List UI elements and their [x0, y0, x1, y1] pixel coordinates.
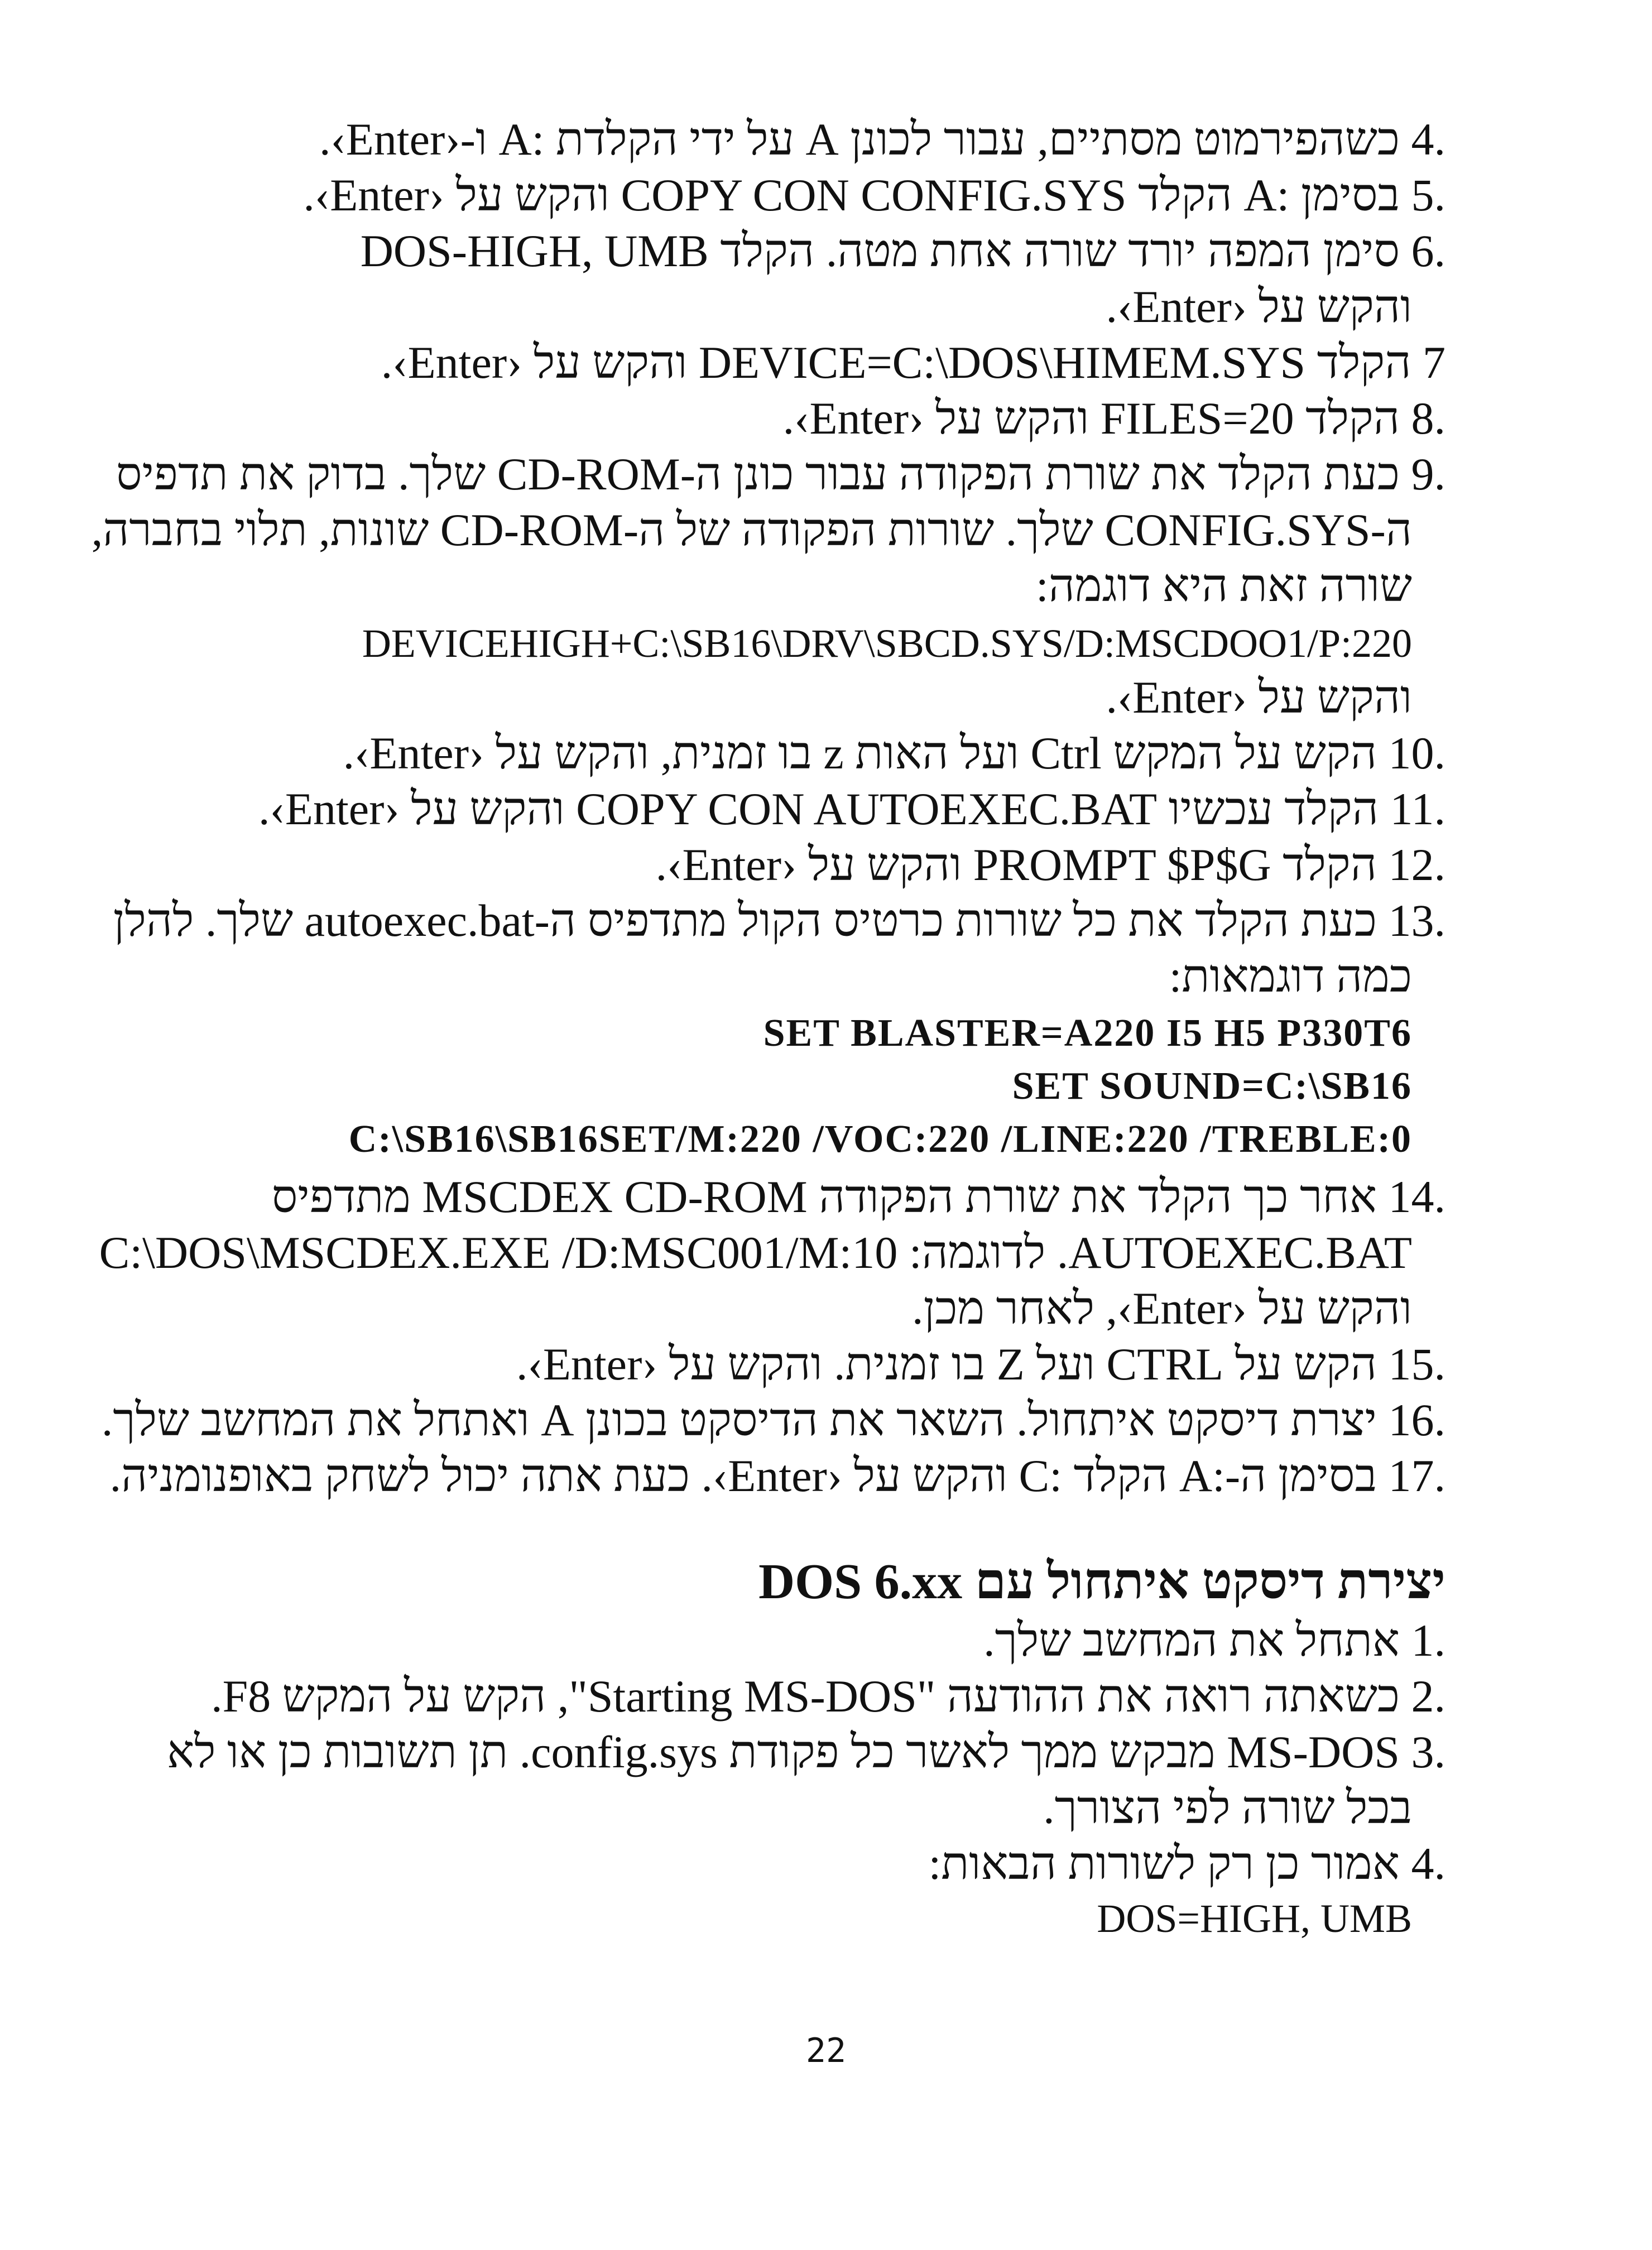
final-command-line: DOS=HIGH, UMB: [1097, 1896, 1412, 1941]
list-item-continuation: [1106, 670, 1412, 725]
list-item-continuation: [1169, 949, 1412, 1004]
list-item: [113, 893, 1446, 949]
list-item-continuation: [1043, 1780, 1412, 1836]
list-item: [211, 1669, 1446, 1724]
item-number: .1: [1411, 1615, 1446, 1666]
list-item-continuation: [912, 1281, 1412, 1336]
list-item: [361, 223, 1446, 279]
list-item: [319, 112, 1446, 167]
item-text: והקש על ‹Enter›.: [1106, 672, 1412, 723]
list-item-continuation: [99, 1225, 1412, 1281]
list-item-continuation: [92, 502, 1412, 558]
list-item: [928, 1836, 1446, 1892]
item-number: .2: [1411, 1671, 1446, 1722]
list-item-continuation: [1106, 279, 1412, 335]
item-text: סימן המפה יורד שורה אחת מטה. הקלד DOS-HIGH, UMB: [360, 225, 1400, 276]
item-number: .10: [1388, 728, 1446, 778]
item-text: יצרת דיסקט איתחול. השאר את הדיסקט בכונן A ואתחל את המחשב שלך.: [101, 1395, 1377, 1445]
item-text: אמור כן רק לשורות הבאות:: [928, 1838, 1400, 1889]
section-heading: יצירת דיסקט איתחול עם DOS 6.xx: [758, 1554, 1446, 1609]
item-number: .11: [1390, 783, 1446, 834]
item-number: .5: [1411, 170, 1446, 220]
code-line: C:\SB16\SB16SET/M:220 /VOC:220 /LINE:220 /TREBLE:0: [348, 1118, 1412, 1161]
item-text: והקש על ‹Enter›, לאחר מכן.: [912, 1283, 1412, 1334]
item-number: .15: [1388, 1339, 1446, 1390]
item-text: אחר כך הקלד את שורת הפקודה MSCDEX CD-ROM מתדפיס: [271, 1171, 1377, 1222]
item-text: הקלד FILES=20 והקש על ‹Enter›.: [782, 393, 1400, 444]
list-item: [983, 1613, 1446, 1669]
item-number: .3: [1411, 1727, 1446, 1777]
item-number: .6: [1411, 225, 1446, 276]
list-item: [343, 725, 1446, 781]
item-text: כעת הקלד את כל שורות כרטיס הקול מתדפיס ה-autoexec.bat שלך. להלן: [113, 895, 1377, 946]
device-command-line: DEVICEHIGH+C:\SB16\DRV\SBCD.SYS/D:MSCDOO1/P:220: [362, 621, 1412, 666]
code-line: SET BLASTER=A220 I5 H5 P330T6: [763, 1012, 1412, 1055]
item-number: 7: [1423, 337, 1446, 388]
item-text: הקלד DEVICE=C:\DOS\HIMEM.SYS והקש על ‹Enter›.: [381, 337, 1411, 388]
list-item: [110, 1448, 1446, 1504]
item-number: .12: [1388, 839, 1446, 890]
list-item: [783, 391, 1446, 446]
item-text: הקלד PROMPT $P$G והקש על ‹Enter›.: [655, 839, 1377, 890]
list-item: [102, 1392, 1446, 1448]
item-text: MS-DOS מבקש ממך לאשר כל פקודת config.sys. תן תשובות כן או לא: [166, 1727, 1400, 1777]
list-item: [116, 446, 1446, 502]
item-number: .4: [1411, 1838, 1446, 1889]
item-text: כשהפירמוט מסתיים, עבור לכונן A על ידי הקלדת :A ו-‹Enter›.: [319, 114, 1400, 165]
item-text: הקש על CTRL ועל Z בו זמנית. והקש על ‹Enter›.: [516, 1339, 1377, 1390]
item-text: AUTOEXEC.BAT. לדוגמה: C:\DOS\MSCDEX.EXE /D:MSC001/M:10: [99, 1227, 1412, 1278]
item-text: בסימן :A הקלד COPY CON CONFIG.SYS והקש על ‹Enter›.: [303, 170, 1400, 220]
item-text: אתחל את המחשב שלך.: [983, 1615, 1400, 1666]
item-text: כעת הקלד את שורת הפקודה עבור כונן ה-CD-ROM שלך. בדוק את תדפיס: [116, 449, 1400, 499]
item-number: .17: [1388, 1450, 1446, 1501]
list-item: [303, 167, 1446, 223]
item-text: ה-CONFIG.SYS שלך. שורות הפקודה של ה-CD-ROM שונות, תלוי בחברה,: [91, 504, 1412, 555]
item-text: שורה זאת היא דוגמה:: [1036, 560, 1412, 611]
list-item: [167, 1724, 1446, 1780]
item-text: בכל שורה לפי הצורך.: [1043, 1782, 1412, 1833]
item-text: הקלד עכשיו COPY CON AUTOEXEC.BAT והקש על ‹Enter›.: [258, 783, 1379, 834]
item-number: .9: [1411, 449, 1446, 499]
list-item-continuation: [1036, 558, 1412, 614]
item-number: .8: [1411, 393, 1446, 444]
item-number: .13: [1388, 895, 1446, 946]
list-item: [516, 1336, 1446, 1392]
item-text: והקש על ‹Enter›.: [1106, 281, 1412, 332]
item-number: .16: [1388, 1395, 1446, 1445]
item-text: הקש על המקש Ctrl ועל האות z בו זמנית, והקש על ‹Enter›.: [343, 728, 1377, 778]
item-text: כמה דוגמאות:: [1169, 951, 1412, 1002]
item-text: כשאתה רואה את ההודעה "Starting MS-DOS", הקש על המקש F8.: [211, 1671, 1400, 1722]
item-text: בסימן ה-:A הקלד :C והקש על ‹Enter›. כעת אתה יכול לשחק באופנומניה.: [109, 1450, 1377, 1501]
list-item: [381, 335, 1446, 391]
page-number: 22: [805, 2031, 847, 2070]
list-item: [272, 1169, 1446, 1225]
list-item: [656, 837, 1446, 893]
list-item: [258, 781, 1446, 837]
item-number: .4: [1411, 114, 1446, 165]
item-number: .14: [1388, 1171, 1446, 1222]
code-line: SET SOUND=C:\SB16: [1012, 1065, 1412, 1108]
